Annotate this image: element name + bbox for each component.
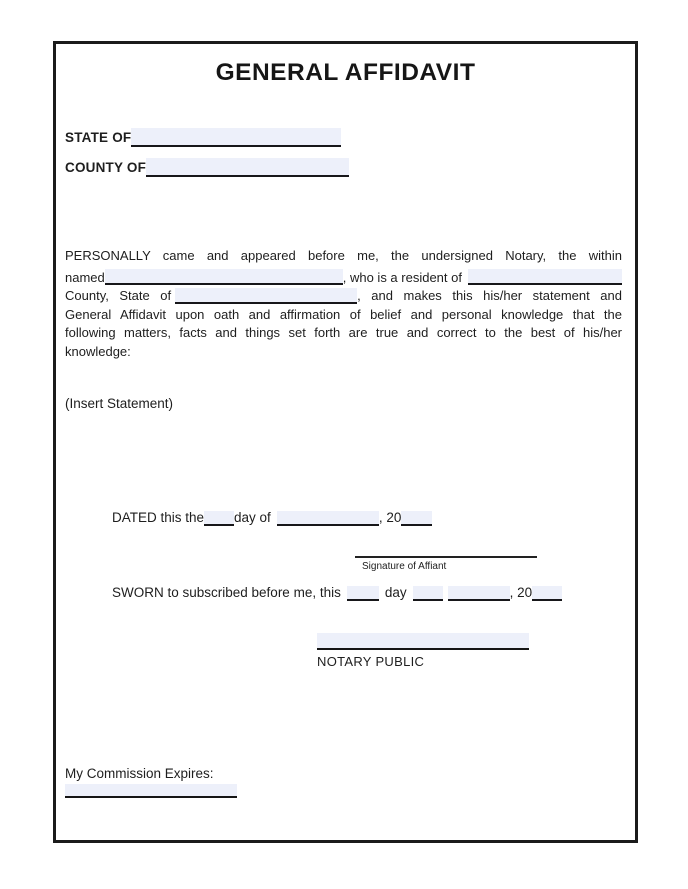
state-field[interactable] xyxy=(131,128,341,147)
dated-year-field[interactable] xyxy=(401,511,432,526)
body-line-1 xyxy=(65,247,622,266)
commission-expiration-field[interactable] xyxy=(65,784,237,798)
body-line-2-pre: named xyxy=(65,269,105,285)
body-line-1-text: PERSONALLY came and appeared before me, the undersigned Notary, the within xyxy=(65,248,622,263)
county-of-row xyxy=(65,158,349,177)
body-line-4 xyxy=(65,306,622,325)
sworn-date-field[interactable] xyxy=(413,586,443,601)
dated-month-field[interactable] xyxy=(277,511,379,526)
commission-expires-label: My Commission Expires: xyxy=(65,766,214,781)
sworn-year-prefix: , 20 xyxy=(509,585,533,600)
notary-block xyxy=(317,633,529,669)
document-title: GENERAL AFFIDAVIT xyxy=(215,59,476,86)
sworn-text-pre: SWORN to subscribed before me, this xyxy=(112,585,341,600)
dated-text-pre: DATED this the xyxy=(112,510,205,525)
sworn-month-field[interactable] xyxy=(448,586,510,601)
signature-of-affiant-label: Signature of Affiant xyxy=(362,561,447,572)
body-line-4-text: General Affidavit upon oath and affirmation of belief and personal knowledge that the xyxy=(65,306,622,322)
body-line-5-text: following matters, facts and things set forth are true and correct to the best of his/her xyxy=(65,325,622,341)
sworn-day-word: day xyxy=(384,585,407,600)
dated-year-prefix: , 20 xyxy=(378,510,402,525)
body-line-5 xyxy=(65,324,622,343)
dated-line xyxy=(112,510,432,526)
state-of-row xyxy=(65,128,341,147)
sworn-year-field[interactable] xyxy=(532,586,562,601)
residence-county-field[interactable] xyxy=(468,269,622,285)
body-line-6-text: knowledge: xyxy=(65,343,131,359)
dated-day-field[interactable] xyxy=(204,511,234,526)
residence-state-field[interactable] xyxy=(175,288,357,304)
notary-signature-field[interactable] xyxy=(317,633,529,650)
body-line-3-pre: County, State of xyxy=(65,288,172,304)
body-line-6 xyxy=(65,343,622,362)
sworn-line xyxy=(112,585,562,601)
county-of-label: COUNTY OF xyxy=(65,160,147,175)
body-line-3 xyxy=(65,287,622,306)
county-field[interactable] xyxy=(146,158,349,177)
affiant-signature-block xyxy=(355,556,537,572)
insert-statement-label: (Insert Statement) xyxy=(65,396,174,411)
body-line-2 xyxy=(65,266,622,288)
dated-text-mid: day of xyxy=(234,510,271,525)
sworn-day-field[interactable] xyxy=(347,586,379,601)
notary-public-label: NOTARY PUBLIC xyxy=(317,654,425,669)
body-line-3-post: , and makes this his/her statement and xyxy=(357,288,622,304)
affidavit-body xyxy=(65,247,622,362)
state-of-label: STATE OF xyxy=(65,130,132,145)
commission-block xyxy=(65,766,237,798)
affiant-name-field[interactable] xyxy=(105,269,343,285)
body-line-2-mid: , who is a resident of xyxy=(342,269,462,285)
document-border xyxy=(53,41,638,843)
